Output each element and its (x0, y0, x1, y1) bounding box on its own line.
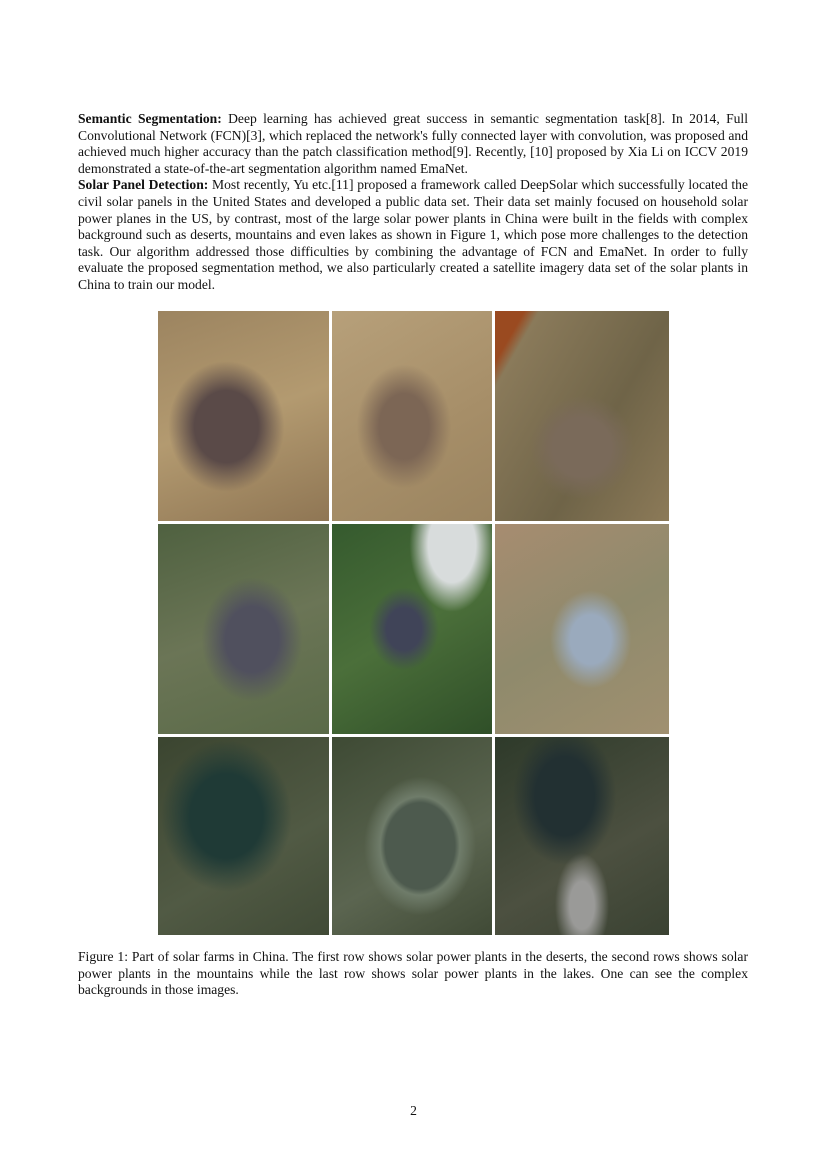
paragraph-semantic-segmentation (78, 111, 748, 177)
paragraph-body: Deep learning has achieved great success in semantic segmentation task[8]. In 2014, Full Convolutional Network (FCN)[3], which replaced the network's fully connected layer with convolution, was proposed and achieved much higher accuracy than the patch classification method[9]. Recently, [10] proposed by Xia Li on ICCV 2019 demonstrated a state-of-the-art segmentation algorithm named EmaNet. (78, 111, 748, 176)
satellite-image-lake-1 (158, 737, 329, 935)
satellite-image-lake-2 (332, 737, 492, 935)
paragraph-body: Most recently, Yu etc.[11] proposed a framework called DeepSolar which successfully located the civil solar panels in the United States and developed a public data set. Their data set mainly focused on household solar power planes in the US, by contrast, most of the large solar power plants in China were built in the fields with complex background such as deserts, mountains and even lakes as shown in Figure 1, which pose more challenges to the detection task. Our algorithm addressed those difficulties by combining the advantage of FCN and EmaNet. In order to fully evaluate the proposed segmentation method, we also particularly created a satellite imagery data set of the solar plants in China to train our model. (78, 177, 748, 292)
satellite-image-mountain-1 (158, 524, 329, 734)
satellite-image-desert-1 (158, 311, 329, 521)
figure-image-grid (158, 311, 669, 935)
paragraph-solar-panel-detection (78, 177, 748, 293)
satellite-image-mountain-2 (332, 524, 492, 734)
satellite-image-lake-3 (495, 737, 669, 935)
satellite-image-mountain-3 (495, 524, 669, 734)
paragraph-heading: Semantic Segmentation: (78, 111, 222, 126)
body-text (78, 111, 748, 294)
satellite-image-desert-2 (332, 311, 492, 521)
page-number: 2 (410, 1103, 417, 1118)
paragraph-heading: Solar Panel Detection: (78, 177, 209, 193)
figure-caption: Figure 1: Part of solar farms in China. The first row shows solar power plants in the deserts, the second rows shows solar power plants in the mountains while the last row shows solar power plants in the lakes. One can see the complex backgrounds in those images. (78, 949, 748, 998)
satellite-image-desert-3 (495, 311, 669, 521)
